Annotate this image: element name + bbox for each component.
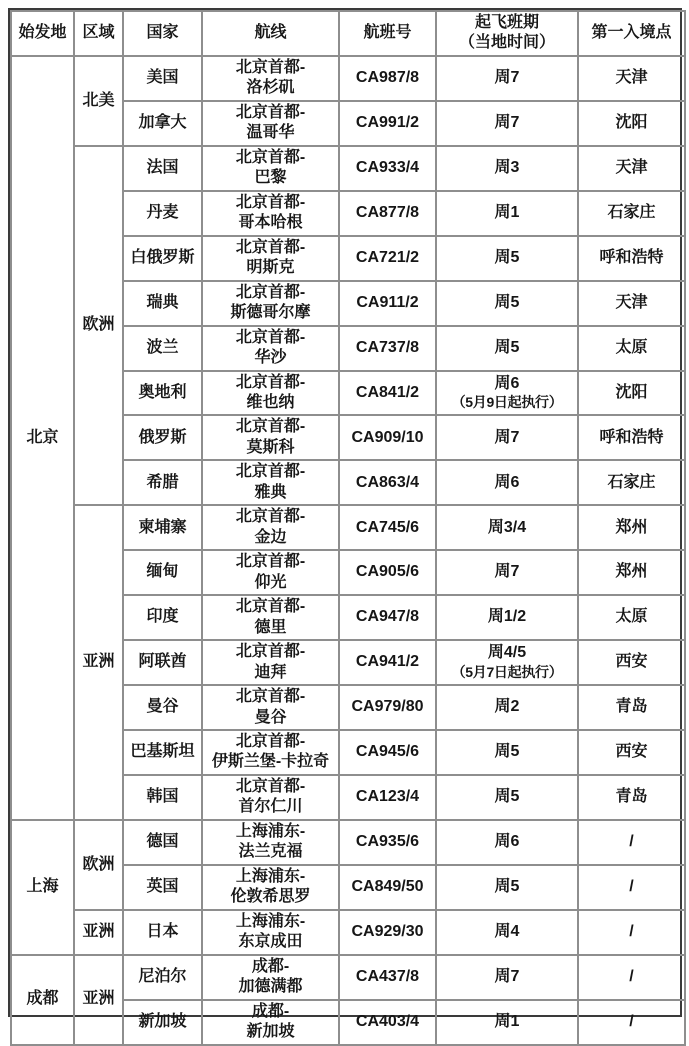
schedule-cell [436,865,578,910]
flight-no-cell-text: CA737/8 [355,338,420,356]
country-cell-text: 巴基斯坦 [130,743,195,761]
route-cell-text: 东京成田 [238,933,303,951]
country-cell-text: 加拿大 [138,114,187,132]
schedule-cell-text: 周1 [494,203,520,221]
country-cell [123,820,202,865]
country-cell-text: 丹麦 [146,203,179,221]
schedule-cell [436,685,578,730]
schedule-cell-text: 周6 [494,833,520,851]
entry-point-cell-text: 沈阳 [615,114,648,132]
route-cell [202,955,339,1000]
flight-no-cell-text: CA933/4 [355,159,420,177]
country-cell [123,146,202,191]
schedule-cell [436,640,578,685]
country-cell-text: 法国 [146,159,179,177]
schedule-cell [436,236,578,281]
entry-point-cell [578,550,685,595]
flight-no-cell [339,415,436,460]
entry-point-cell-text: 郑州 [615,563,648,581]
schedule-cell-text: 周5 [494,338,520,356]
flight-no-cell [339,146,436,191]
country-cell [123,415,202,460]
flight-no-cell [339,820,436,865]
country-cell-text: 瑞典 [146,293,179,311]
route-cell-text: 北京首都- [235,58,306,76]
route-cell-text: 维也纳 [246,393,295,411]
table-row [11,910,685,955]
entry-point-cell-text: 青岛 [615,788,648,806]
route-cell-text: 伦敦希思罗 [230,888,311,906]
route-cell-text: 新加坡 [246,1023,295,1041]
schedule-cell-text: 周5 [494,878,520,896]
schedule-cell [436,550,578,595]
col-header-origin: 始发地 [11,11,74,56]
route-cell-text: 北京首都- [235,193,306,211]
flight-no-cell-text: CA945/6 [355,743,420,761]
route-cell-text: 上海浦东- [235,867,306,885]
flight-no-cell-text: CA849/50 [351,878,424,896]
col-header-region: 区域 [74,11,123,56]
flight-no-cell-text: CA947/8 [355,608,420,626]
schedule-cell-text: 周5 [494,743,520,761]
route-cell [202,910,339,955]
flight-no-cell-text: CA909/10 [351,428,424,446]
country-cell-text: 柬埔寨 [138,518,187,536]
flight-no-cell [339,371,436,416]
flight-no-cell [339,640,436,685]
entry-point-cell-text: 西安 [615,743,648,761]
route-cell-text: 北京首都- [235,463,306,481]
schedule-cell-text: 周7 [494,69,520,87]
route-cell [202,775,339,820]
table-row [11,56,685,101]
country-cell [123,955,202,1000]
flight-no-cell-text: CA929/30 [351,922,424,940]
country-cell-text: 希腊 [146,473,179,491]
route-cell-text: 北京首都- [235,598,306,616]
route-cell-text: 曼谷 [254,708,287,726]
route-cell-text: 伊斯兰堡-卡拉奇 [211,753,330,771]
country-cell [123,685,202,730]
schedule-cell-text: （5月7日起执行） [451,663,563,680]
route-cell-text: 加德满都 [238,978,303,996]
entry-point-cell [578,56,685,101]
route-cell [202,640,339,685]
entry-point-cell-text: 太原 [615,338,648,356]
schedule-cell [436,910,578,955]
entry-point-cell-text: / [629,1012,634,1030]
route-cell-text: 迪拜 [254,663,287,681]
flight-no-cell-text: CA721/2 [355,248,420,266]
entry-point-cell-text: 石家庄 [607,203,656,221]
flight-no-cell-text: CA941/2 [355,653,420,671]
flight-no-cell-text: CA905/6 [355,563,420,581]
schedule-cell-text: 周4 [494,922,520,940]
route-cell [202,505,339,550]
route-cell-text: 斯德哥尔摩 [230,304,311,322]
table-row [11,146,685,191]
flight-no-cell-text: CA877/8 [355,203,420,221]
origin-cell [11,820,74,955]
route-cell-text: 成都- [251,957,290,975]
region-cell [74,910,123,955]
country-cell [123,865,202,910]
entry-point-cell [578,281,685,326]
route-cell-text: 首尔仁川 [238,798,303,816]
flight-no-cell-text: CA841/2 [355,383,420,401]
route-cell-text: 法兰克福 [238,843,303,861]
col-header-schedule [436,11,578,56]
country-cell [123,281,202,326]
schedule-cell-text: 周7 [494,967,520,985]
country-cell [123,595,202,640]
country-cell-text: 曼谷 [146,698,179,716]
schedule-cell [436,460,578,505]
country-cell [123,730,202,775]
schedule-cell [436,56,578,101]
route-cell [202,101,339,146]
schedule-cell [436,820,578,865]
entry-point-cell [578,191,685,236]
flight-no-cell [339,505,436,550]
schedule-cell-text: 周3 [494,159,520,177]
route-cell [202,415,339,460]
country-cell [123,326,202,371]
flight-no-cell-text: CA987/8 [355,69,420,87]
entry-point-cell-text: / [629,833,634,851]
flight-no-cell-text: CA991/2 [355,114,420,132]
region-cell-text: 欧洲 [82,855,115,873]
region-cell [74,820,123,910]
schedule-cell-text: 周6 [494,374,520,392]
flight-no-cell-text: CA745/6 [355,518,420,536]
flight-no-cell [339,1000,436,1045]
route-cell-text: 北京首都- [235,777,306,795]
schedule-cell-text: 周4/5 [487,644,527,662]
country-cell-text: 英国 [146,878,179,896]
entry-point-cell-text: 天津 [615,293,648,311]
entry-point-cell [578,775,685,820]
flight-no-cell-text: CA935/6 [355,833,420,851]
table-frame [8,8,682,1041]
country-cell [123,550,202,595]
origin-cell-text: 成都 [26,990,59,1008]
col-header-schedule-line2: （当地时间） [458,34,555,52]
entry-point-cell-text: 青岛 [615,698,648,716]
flight-no-cell [339,910,436,955]
entry-point-cell [578,820,685,865]
schedule-cell-text: （5月9日起执行） [451,394,563,411]
region-cell-text: 亚洲 [82,922,115,940]
entry-point-cell [578,415,685,460]
region-cell [74,146,123,506]
entry-point-cell [578,236,685,281]
country-cell-text: 韩国 [146,788,179,806]
entry-point-cell [578,595,685,640]
entry-point-cell-text: 天津 [615,69,648,87]
flight-no-cell [339,685,436,730]
schedule-cell [436,281,578,326]
country-cell [123,56,202,101]
header-row [11,11,685,56]
entry-point-cell-text: 石家庄 [607,473,656,491]
schedule-cell [436,775,578,820]
entry-point-cell-text: / [629,878,634,896]
entry-point-cell-text: 呼和浩特 [599,428,664,446]
schedule-cell [436,326,578,371]
flight-no-cell [339,460,436,505]
schedule-cell-text: 周3/4 [487,518,527,536]
flight-no-cell [339,326,436,371]
col-header-entry-point: 第一入境点 [578,11,685,56]
flight-no-cell [339,191,436,236]
route-cell-text: 北京首都- [235,553,306,571]
route-cell-text: 北京首都- [235,508,306,526]
route-cell-text: 温哥华 [246,124,295,142]
flight-no-cell [339,865,436,910]
table-row [11,820,685,865]
route-cell-text: 仰光 [254,573,287,591]
flight-no-cell [339,236,436,281]
entry-point-cell-text: 沈阳 [615,383,648,401]
schedule-cell [436,371,578,416]
schedule-cell [436,146,578,191]
region-cell [74,505,123,820]
flight-no-cell-text: CA979/80 [351,698,424,716]
route-cell [202,281,339,326]
flight-no-cell [339,56,436,101]
col-header-country: 国家 [123,11,202,56]
entry-point-cell [578,910,685,955]
route-cell [202,1000,339,1045]
country-cell-text: 缅甸 [146,563,179,581]
country-cell [123,505,202,550]
schedule-cell [436,1000,578,1045]
col-header-schedule-line1: 起飞班期 [474,14,539,31]
schedule-cell-text: 周7 [494,428,520,446]
entry-point-cell [578,326,685,371]
flight-no-cell [339,955,436,1000]
route-cell [202,820,339,865]
entry-point-cell-text: 呼和浩特 [599,248,664,266]
col-header-route: 航线 [202,11,339,56]
flight-no-cell [339,101,436,146]
country-cell-text: 阿联酋 [138,653,187,671]
origin-cell-text: 上海 [26,878,59,896]
route-cell-text: 北京首都- [235,643,306,661]
flight-no-cell [339,775,436,820]
schedule-cell-text: 周1 [494,1012,520,1030]
route-cell-text: 华沙 [254,349,287,367]
table-row [11,505,685,550]
flight-no-cell-text: CA403/4 [355,1012,420,1030]
flight-no-cell [339,281,436,326]
region-cell [74,56,123,146]
route-cell-text: 明斯克 [246,259,295,277]
country-cell-text: 尼泊尔 [138,967,187,985]
origin-cell-text: 北京 [26,428,59,446]
route-cell-text: 北京首都- [235,148,306,166]
region-cell-text: 亚洲 [82,990,115,1008]
schedule-cell-text: 周1/2 [487,608,527,626]
flight-no-cell-text: CA911/2 [356,293,419,311]
country-cell-text: 白俄罗斯 [130,248,195,266]
route-cell [202,371,339,416]
entry-point-cell-text: 太原 [615,608,648,626]
flight-schedule-table [10,10,686,1046]
origin-cell [11,56,74,820]
route-cell-text: 洛杉矶 [246,79,295,97]
schedule-cell [436,505,578,550]
country-cell [123,1000,202,1045]
country-cell [123,101,202,146]
route-cell [202,685,339,730]
schedule-cell-text: 周7 [494,114,520,132]
route-cell-text: 德里 [254,618,287,636]
flight-no-cell-text: CA863/4 [355,473,420,491]
table-row [11,955,685,1000]
entry-point-cell-text: 郑州 [615,518,648,536]
flight-no-cell-text: CA437/8 [355,967,420,985]
country-cell [123,191,202,236]
flight-no-cell [339,595,436,640]
route-cell [202,146,339,191]
route-cell-text: 北京首都- [235,688,306,706]
schedule-cell-text: 周5 [494,788,520,806]
route-cell [202,56,339,101]
entry-point-cell [578,730,685,775]
route-cell-text: 莫斯科 [246,438,295,456]
flight-no-cell-text: CA123/4 [355,788,420,806]
country-cell-text: 俄罗斯 [138,428,187,446]
origin-cell [11,955,74,1045]
country-cell-text: 日本 [146,922,179,940]
region-cell-text: 亚洲 [82,653,115,671]
schedule-cell-text: 周5 [494,248,520,266]
schedule-cell [436,415,578,460]
country-cell-text: 美国 [146,69,179,87]
entry-point-cell [578,685,685,730]
col-header-flight-no: 航班号 [339,11,436,56]
route-cell [202,460,339,505]
route-cell-text: 北京首都- [235,328,306,346]
country-cell-text: 新加坡 [138,1012,187,1030]
schedule-cell-text: 周6 [494,473,520,491]
country-cell-text: 奥地利 [138,383,187,401]
schedule-cell-text: 周2 [494,698,520,716]
route-cell-text: 北京首都- [235,733,306,750]
entry-point-cell [578,146,685,191]
route-cell-text: 北京首都- [235,238,306,256]
route-cell-text: 北京首都- [235,373,306,391]
entry-point-cell-text: / [629,922,634,940]
entry-point-cell [578,460,685,505]
route-cell-text: 上海浦东- [235,822,306,840]
route-cell [202,191,339,236]
entry-point-cell [578,101,685,146]
route-cell [202,595,339,640]
route-cell-text: 巴黎 [254,169,287,187]
flight-table-body [11,56,685,1045]
route-cell-text: 北京首都- [235,418,306,436]
table-header [11,11,685,56]
country-cell [123,640,202,685]
entry-point-cell [578,1000,685,1045]
entry-point-cell-text: 西安 [615,653,648,671]
entry-point-cell [578,505,685,550]
route-cell-text: 金边 [254,528,287,546]
route-cell-text: 哥本哈根 [238,214,303,232]
entry-point-cell [578,865,685,910]
schedule-cell [436,730,578,775]
route-cell [202,326,339,371]
country-cell [123,775,202,820]
country-cell [123,371,202,416]
schedule-cell [436,191,578,236]
route-cell [202,865,339,910]
entry-point-cell [578,955,685,1000]
flight-no-cell [339,730,436,775]
schedule-cell [436,955,578,1000]
country-cell [123,460,202,505]
country-cell-text: 波兰 [146,338,179,356]
route-cell-text: 雅典 [254,483,287,501]
country-cell [123,910,202,955]
flight-no-cell [339,550,436,595]
route-cell-text: 北京首都- [235,103,306,121]
route-cell-text: 上海浦东- [235,912,306,930]
region-cell [74,955,123,1045]
schedule-cell-text: 周5 [494,293,520,311]
entry-point-cell [578,640,685,685]
route-cell [202,730,339,775]
entry-point-cell-text: / [629,967,634,985]
region-cell-text: 北美 [82,91,115,109]
entry-point-cell-text: 天津 [615,159,648,177]
schedule-cell [436,595,578,640]
route-cell [202,236,339,281]
route-cell-text: 北京首都- [235,283,306,301]
entry-point-cell [578,371,685,416]
route-cell [202,550,339,595]
country-cell-text: 德国 [146,833,179,851]
schedule-cell-text: 周7 [494,563,520,581]
country-cell-text: 印度 [146,608,179,626]
country-cell [123,236,202,281]
region-cell-text: 欧洲 [82,316,115,334]
route-cell-text: 成都- [251,1002,290,1020]
schedule-cell [436,101,578,146]
